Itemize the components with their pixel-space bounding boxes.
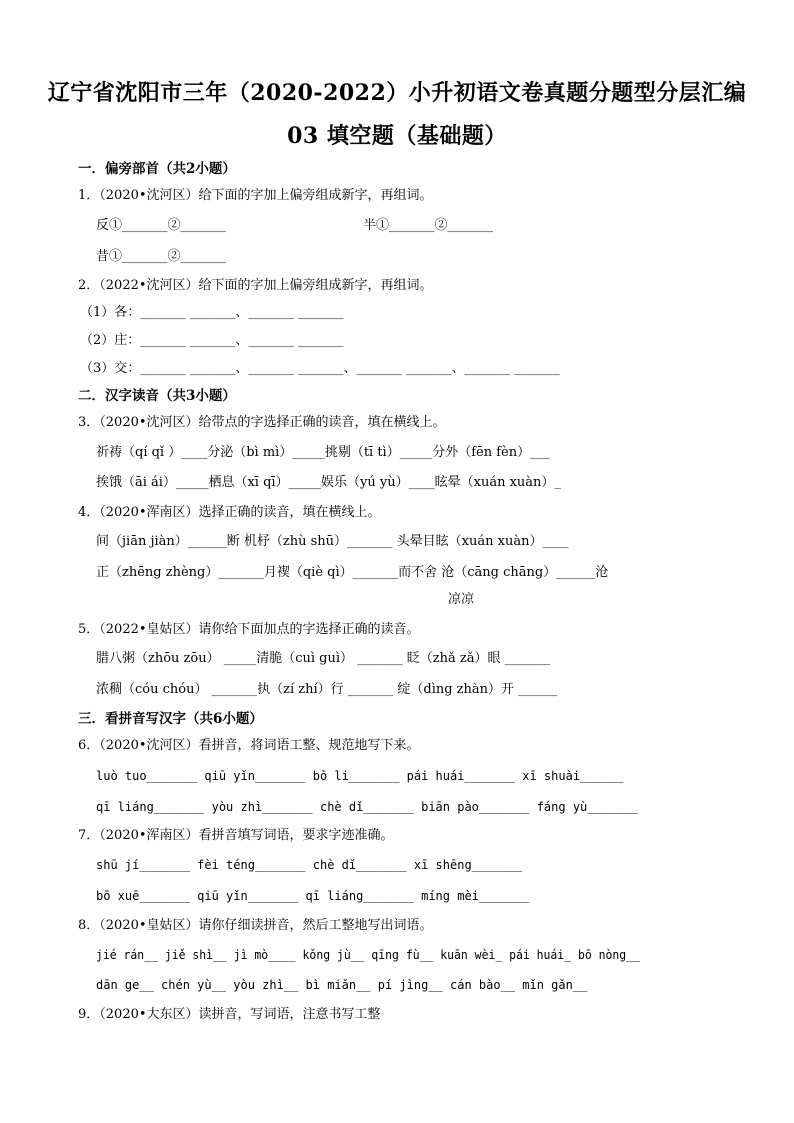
question-6-stem: 6．（2020•沈河区）看拼音，将词语工整、规范地写下来。 (78, 738, 420, 753)
question-7-stem: 7．（2020•浑南区）看拼音填写词语，要求字迹准确。 (78, 828, 394, 843)
question-3-stem: 3．（2020•沈河区）给带点的字选择正确的读音，填在横线上。 (78, 415, 446, 430)
question-5-stem: 5．（2022•皇姑区）请你给下面加点的字选择正确的读音。 (78, 622, 420, 637)
section-heading-pinyin-writing: 三．看拼音写汉字（共6小题） (78, 711, 263, 727)
question-7-line-1: shū jí_______ fèi téng_______ chè dǐ_______ xī shēng_______ (96, 858, 523, 872)
question-6-line-2: qī liáng_______ yòu zhì_______ chè dǐ_______ biān pào_______ fáng yù_______ (96, 800, 638, 814)
question-1-line-2: 昔①_______②_______ (96, 249, 227, 264)
question-8-line-1: jié rán__ jiě shì__ jì mò____ kǒng jù__ qīng fù__ kuān wèi_ pái huái_ bō nòng__ (96, 948, 640, 962)
question-4-line-3: 凉凉 (448, 592, 475, 607)
question-1-line-1a: 反①_______②_______ (96, 218, 227, 233)
question-2-stem: 2．（2022•沈河区）给下面的字加上偏旁组成新字，再组词。 (78, 278, 433, 293)
question-1-line-1b: 半①_______②_______ (363, 218, 494, 233)
question-2-sub-1: （1）各：_______ _______、_______ _______ (80, 305, 344, 320)
section-heading-pronunciation: 二．汉字读音（共3小题） (78, 388, 236, 404)
question-2-sub-3: （3）交：_______ _______、_______ _______、_______ _______、_______ _______ (80, 361, 560, 376)
question-3-line-2: 挨饿（āi ái）_____栖息（xī qī）_____娱乐（yú yù）____眩晕（xuán xuàn）_ (96, 475, 561, 490)
document-title: 辽宁省沈阳市三年（2020-2022）小升初语文卷真题分题型分层汇编 (47, 80, 747, 106)
question-5-line-2: 浓稠（cóu chóu） _______执（zí zhí）行 _______ 绽（dìng zhàn）开 ______ (96, 682, 558, 697)
question-6-line-1: luò tuo_______ qiū yǐn_______ bō li_______ pái huái_______ xī shuài______ (96, 769, 624, 783)
question-4-stem: 4．（2020•浑南区）选择正确的读音，填在横线上。 (78, 505, 381, 520)
question-4-line-1: 间（jiān jiàn）______断 机杼（zhù shū）_______ 头晕目眩（xuán xuàn）____ (96, 534, 569, 549)
question-1-stem: 1．（2020•沈河区）给下面的字加上偏旁组成新字，再组词。 (78, 188, 433, 203)
question-7-line-2: bō xuē_______ qiū yǐn_______ qī liáng_______ míng mèi_______ (96, 889, 530, 903)
question-5-line-1: 腊八粥（zhōu zōu） _____清脆（cuì guì） _______ 眨（zhǎ zǎ）眼 _______ (96, 651, 551, 666)
question-3-line-1: 祈祷（qí qǐ ）____分泌（bì mì）_____挑剔（tī tì）_____分外（fēn fèn）___ (96, 445, 550, 460)
question-8-stem: 8．（2020•皇姑区）请你仔细读拼音，然后工整地写出词语。 (78, 918, 433, 933)
question-2-sub-2: （2）庄：_______ _______、_______ _______ (80, 333, 344, 348)
question-9-stem: 9．（2020•大东区）读拼音，写词语，注意书写工整 (78, 1007, 381, 1022)
document-subtitle: 03 填空题（基础题） (287, 123, 507, 149)
section-heading-radicals: 一．偏旁部首（共2小题） (78, 161, 236, 177)
question-8-line-2: dān ge__ chén yù__ yòu zhì__ bì miǎn__ pí jìng__ cán bào__ mǐn gǎn__ (96, 978, 588, 992)
question-4-line-2: 正（zhēng zhèng）_______月褉（qiè qì）_______而不舍 沧（cāng chāng）______沧 (96, 565, 609, 580)
